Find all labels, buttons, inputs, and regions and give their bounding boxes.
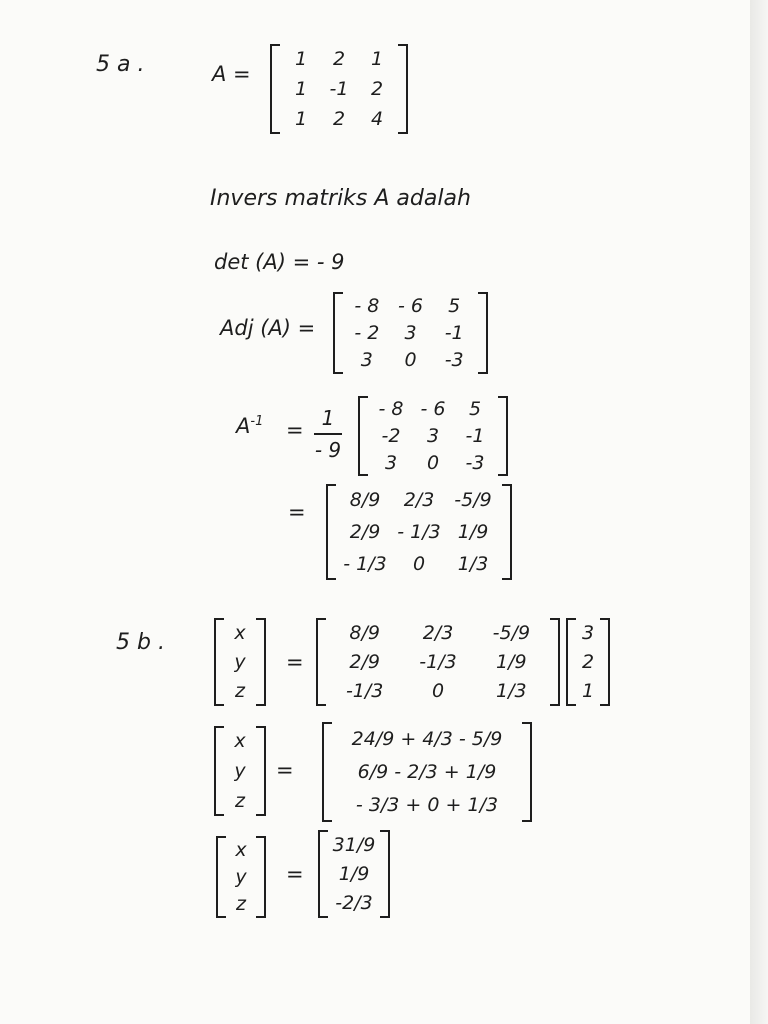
inverse-b-cell: -1/3 xyxy=(345,680,384,703)
matrix-inverse-b xyxy=(316,618,560,706)
section-b-label: 5 b . xyxy=(116,630,165,655)
result-cell: 31/9 xyxy=(332,833,376,856)
vector-xyz-2-cell: z xyxy=(235,790,245,812)
inverse-cell: - 1/3 xyxy=(343,553,387,575)
inverse-b-cell: -1/3 xyxy=(419,650,457,673)
result-equals: = xyxy=(286,862,304,886)
adjugate-lhs: Adj (A) = xyxy=(220,316,316,340)
expanded-row: - 3/3 + 0 + 1/3 xyxy=(355,794,499,817)
result-cell: 1/9 xyxy=(338,862,370,885)
vector-xyz-3-cell: x xyxy=(235,838,247,861)
vector-rhs-cell: 2 xyxy=(581,650,595,673)
determinant-line: det (A) = - 9 xyxy=(214,250,345,274)
expanded-products xyxy=(322,722,532,822)
fraction-numerator: 1 xyxy=(321,406,335,430)
inverse-cell: 1/3 xyxy=(457,553,489,575)
adjugate-copy-cell: -2 xyxy=(381,424,401,447)
vector-xyz-cell: x xyxy=(234,621,246,644)
adjugate-cell: -3 xyxy=(444,349,464,372)
vector-xyz-3-cell: y xyxy=(235,865,247,888)
matrix-a-cell: 2 xyxy=(332,48,346,70)
vector-xyz-2-cell: x xyxy=(234,730,246,752)
matrix-a xyxy=(270,44,408,134)
vector-xyz-3 xyxy=(216,836,266,918)
adjugate-copy-cell: -1 xyxy=(465,424,485,447)
inverse-b-cell: 2/9 xyxy=(349,650,380,673)
vector-rhs-cell: 3 xyxy=(581,621,595,644)
fraction-bar xyxy=(314,433,342,435)
adjugate-cell: 3 xyxy=(360,349,373,372)
result-cell: -2/3 xyxy=(335,892,373,915)
adjugate-copy-cell: - 6 xyxy=(420,398,446,421)
expanded-equals: = xyxy=(276,758,294,782)
matrix-a-cell: 2 xyxy=(370,78,384,100)
matrix-adjugate xyxy=(333,292,488,374)
vector-xyz-cell: z xyxy=(235,680,245,703)
vector-rhs-cell: 1 xyxy=(581,680,595,703)
adjugate-copy-cell: 3 xyxy=(384,451,398,474)
vector-xyz-cell: y xyxy=(234,650,246,673)
adjugate-cell: 3 xyxy=(404,321,417,344)
matrix-a-cell: 1 xyxy=(370,48,384,70)
inverse-cell: -5/9 xyxy=(454,489,492,511)
inverse-result-equals: = xyxy=(288,500,306,524)
inverse-symbol: A xyxy=(236,414,251,438)
inverse-title: Invers matriks A adalah xyxy=(210,186,471,211)
inverse-equals: = xyxy=(286,418,304,442)
adjugate-copy-cell: -3 xyxy=(465,451,485,474)
section-a-label: 5 a . xyxy=(96,52,145,77)
vector-xyz-2 xyxy=(214,726,266,816)
inverse-superscript: -1 xyxy=(250,414,264,429)
adjugate-copy-cell: 5 xyxy=(468,398,482,421)
matrix-a-cell: 2 xyxy=(332,108,346,130)
inverse-cell: 2/9 xyxy=(349,521,381,543)
inverse-cell: 0 xyxy=(412,553,426,575)
page-edge xyxy=(750,0,768,1024)
system-equals: = xyxy=(286,650,304,674)
vector-rhs xyxy=(566,618,610,706)
matrix-a-cell: 1 xyxy=(294,48,308,70)
inverse-b-cell: 1/9 xyxy=(496,650,527,673)
matrix-a-cell: -1 xyxy=(329,78,349,100)
inverse-b-cell: 2/3 xyxy=(422,621,454,644)
inverse-cell: 1/9 xyxy=(457,521,489,543)
adjugate-cell: - 2 xyxy=(354,321,380,344)
inverse-b-cell: -5/9 xyxy=(492,621,531,644)
expanded-row: 6/9 - 2/3 + 1/9 xyxy=(357,760,497,783)
adjugate-cell: - 6 xyxy=(398,294,423,317)
inverse-cell: 2/3 xyxy=(403,489,435,511)
adjugate-cell: - 8 xyxy=(354,294,380,317)
matrix-inverse xyxy=(326,484,512,580)
inverse-b-cell: 1/3 xyxy=(496,680,527,703)
inverse-cell: 8/9 xyxy=(349,489,381,511)
matrix-a-cell: 1 xyxy=(294,108,308,130)
matrix-a-cell: 4 xyxy=(370,108,384,130)
adjugate-cell: 0 xyxy=(404,349,417,372)
adjugate-cell: 5 xyxy=(448,294,461,317)
scalar-fraction xyxy=(314,406,342,462)
matrix-a-lhs: A = xyxy=(212,62,251,86)
inverse-b-cell: 8/9 xyxy=(349,621,380,644)
matrix-adjugate-copy xyxy=(358,396,508,476)
adjugate-copy-cell: 3 xyxy=(426,424,440,447)
adjugate-copy-cell: - 8 xyxy=(378,398,404,421)
inverse-b-cell: 0 xyxy=(431,680,445,703)
vector-xyz-2-cell: y xyxy=(234,760,246,782)
vector-xyz-3-cell: z xyxy=(236,893,246,916)
expanded-row: 24/9 + 4/3 - 5/9 xyxy=(351,727,503,750)
matrix-a-cell: 1 xyxy=(294,78,308,100)
result-vector xyxy=(318,830,390,918)
inverse-cell: - 1/3 xyxy=(397,521,441,543)
vector-xyz xyxy=(214,618,266,706)
adjugate-copy-cell: 0 xyxy=(426,451,440,474)
inverse-lhs xyxy=(236,414,263,438)
adjugate-cell: -1 xyxy=(444,321,464,344)
fraction-denominator: - 9 xyxy=(314,438,342,462)
